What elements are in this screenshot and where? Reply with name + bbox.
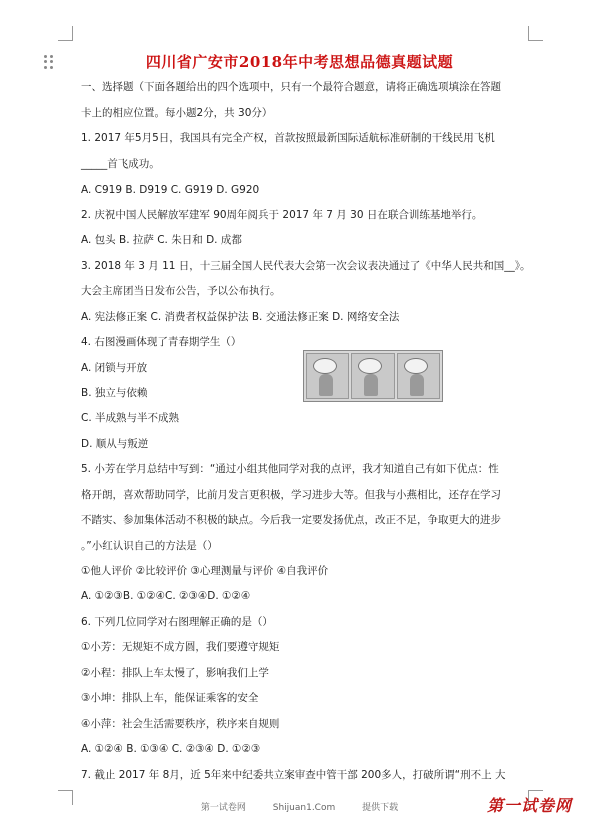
cartoon-panel xyxy=(397,353,440,399)
crop-mark-top-left xyxy=(58,26,73,41)
text-line: 3. 2018 年 3 月 11 日，十三届全国人民代表大会第一次会议表决通过了《中华人民共和国__》。 xyxy=(81,260,531,272)
crop-mark-top-right xyxy=(528,26,543,41)
text-line: A. ①②④ B. ①③④ C. ②③④ D. ①②③ xyxy=(81,743,261,755)
cartoon-panel xyxy=(306,353,349,399)
text-line: ③小坤：排队上车，能保证乘客的安全 xyxy=(81,692,259,704)
text-line: 2. 庆祝中国人民解放军建军 90周年阅兵于 2017 年 7 月 30 日在联合训练基地举行。 xyxy=(81,209,483,221)
text-line: A. ①②③B. ①②④C. ②③④D. ①②④ xyxy=(81,590,251,602)
text-line: A. 宪法修正案 C. 消费者权益保护法 B. 交通法修正案 D. 网络安全法 xyxy=(81,311,400,323)
text-line: 1. 2017 年5月5日，我国具有完全产权，首款按照最新国际适航标准研制的干线民用飞机 xyxy=(81,132,495,144)
footer-left: 第一试卷网 xyxy=(200,803,246,813)
text-line: C. 半成熟与半不成熟 xyxy=(81,412,180,424)
site-logo: 第一试卷网 xyxy=(487,796,573,815)
text-line: 4. 右图漫画体现了青春期学生（） xyxy=(81,336,242,348)
text-line: D. 顺从与叛逆 xyxy=(81,438,149,450)
text-line: 一、选择题（下面各题给出的四个选项中，只有一个最符合题意，请将正确选项填涂在答题 xyxy=(81,81,501,93)
document-title: 四川省广安市2018年中考思想品德真题试题 xyxy=(145,53,454,71)
text-line: 不踏实、参加集体活动不积极的缺点。今后我一定要发扬优点，改正不足，争取更大的进步 xyxy=(81,514,501,526)
text-line: A. C919 B. D919 C. G919 D. G920 xyxy=(81,184,260,196)
text-line: A. 包头 B. 拉萨 C. 朱日和 D. 成都 xyxy=(81,234,242,246)
text-line: B. 独立与依赖 xyxy=(81,387,148,399)
text-line: ④小萍：社会生活需要秩序，秩序来自规则 xyxy=(81,718,280,730)
text-line: ②小程：排队上车太慢了，影响我们上学 xyxy=(81,667,269,679)
cartoon-panel xyxy=(351,353,394,399)
cartoon-illustration xyxy=(303,350,443,402)
text-line: 5. 小芳在学月总结中写到：“通过小组其他同学对我的点评，我才知道自己有如下优点：性 xyxy=(81,463,499,475)
text-line: 大会主席团当日发布公告，予以公布执行。 xyxy=(81,285,281,297)
text-line: ①他人评价 ②比较评价 ③心理测量与评价 ④自我评价 xyxy=(81,565,329,577)
text-line: 卡上的相应位置。每小题2分，共 30分） xyxy=(81,107,273,119)
footer-middle: Shijuan1.Com xyxy=(272,803,336,813)
text-line: _____首飞成功。 xyxy=(81,158,160,170)
text-line: 。”小红认识自己的方法是（） xyxy=(81,540,218,552)
text-line: ①小芳：无规矩不成方圆，我们要遵守规矩 xyxy=(81,641,280,653)
footer-right: 提供下载 xyxy=(362,803,399,813)
text-line: 格开朗，喜欢帮助同学，比前月发言更积极，学习进步大等。但我与小燕相比，还存在学习 xyxy=(81,489,501,501)
text-line: 6. 下列几位同学对右图理解正确的是（） xyxy=(81,616,273,628)
text-line: A. 闭锁与开放 xyxy=(81,362,148,374)
text-line: 7. 截止 2017 年 8月，近 5年来中纪委共立案审查中管干部 200多人，打破所谓“刑不上 大 xyxy=(81,769,506,781)
